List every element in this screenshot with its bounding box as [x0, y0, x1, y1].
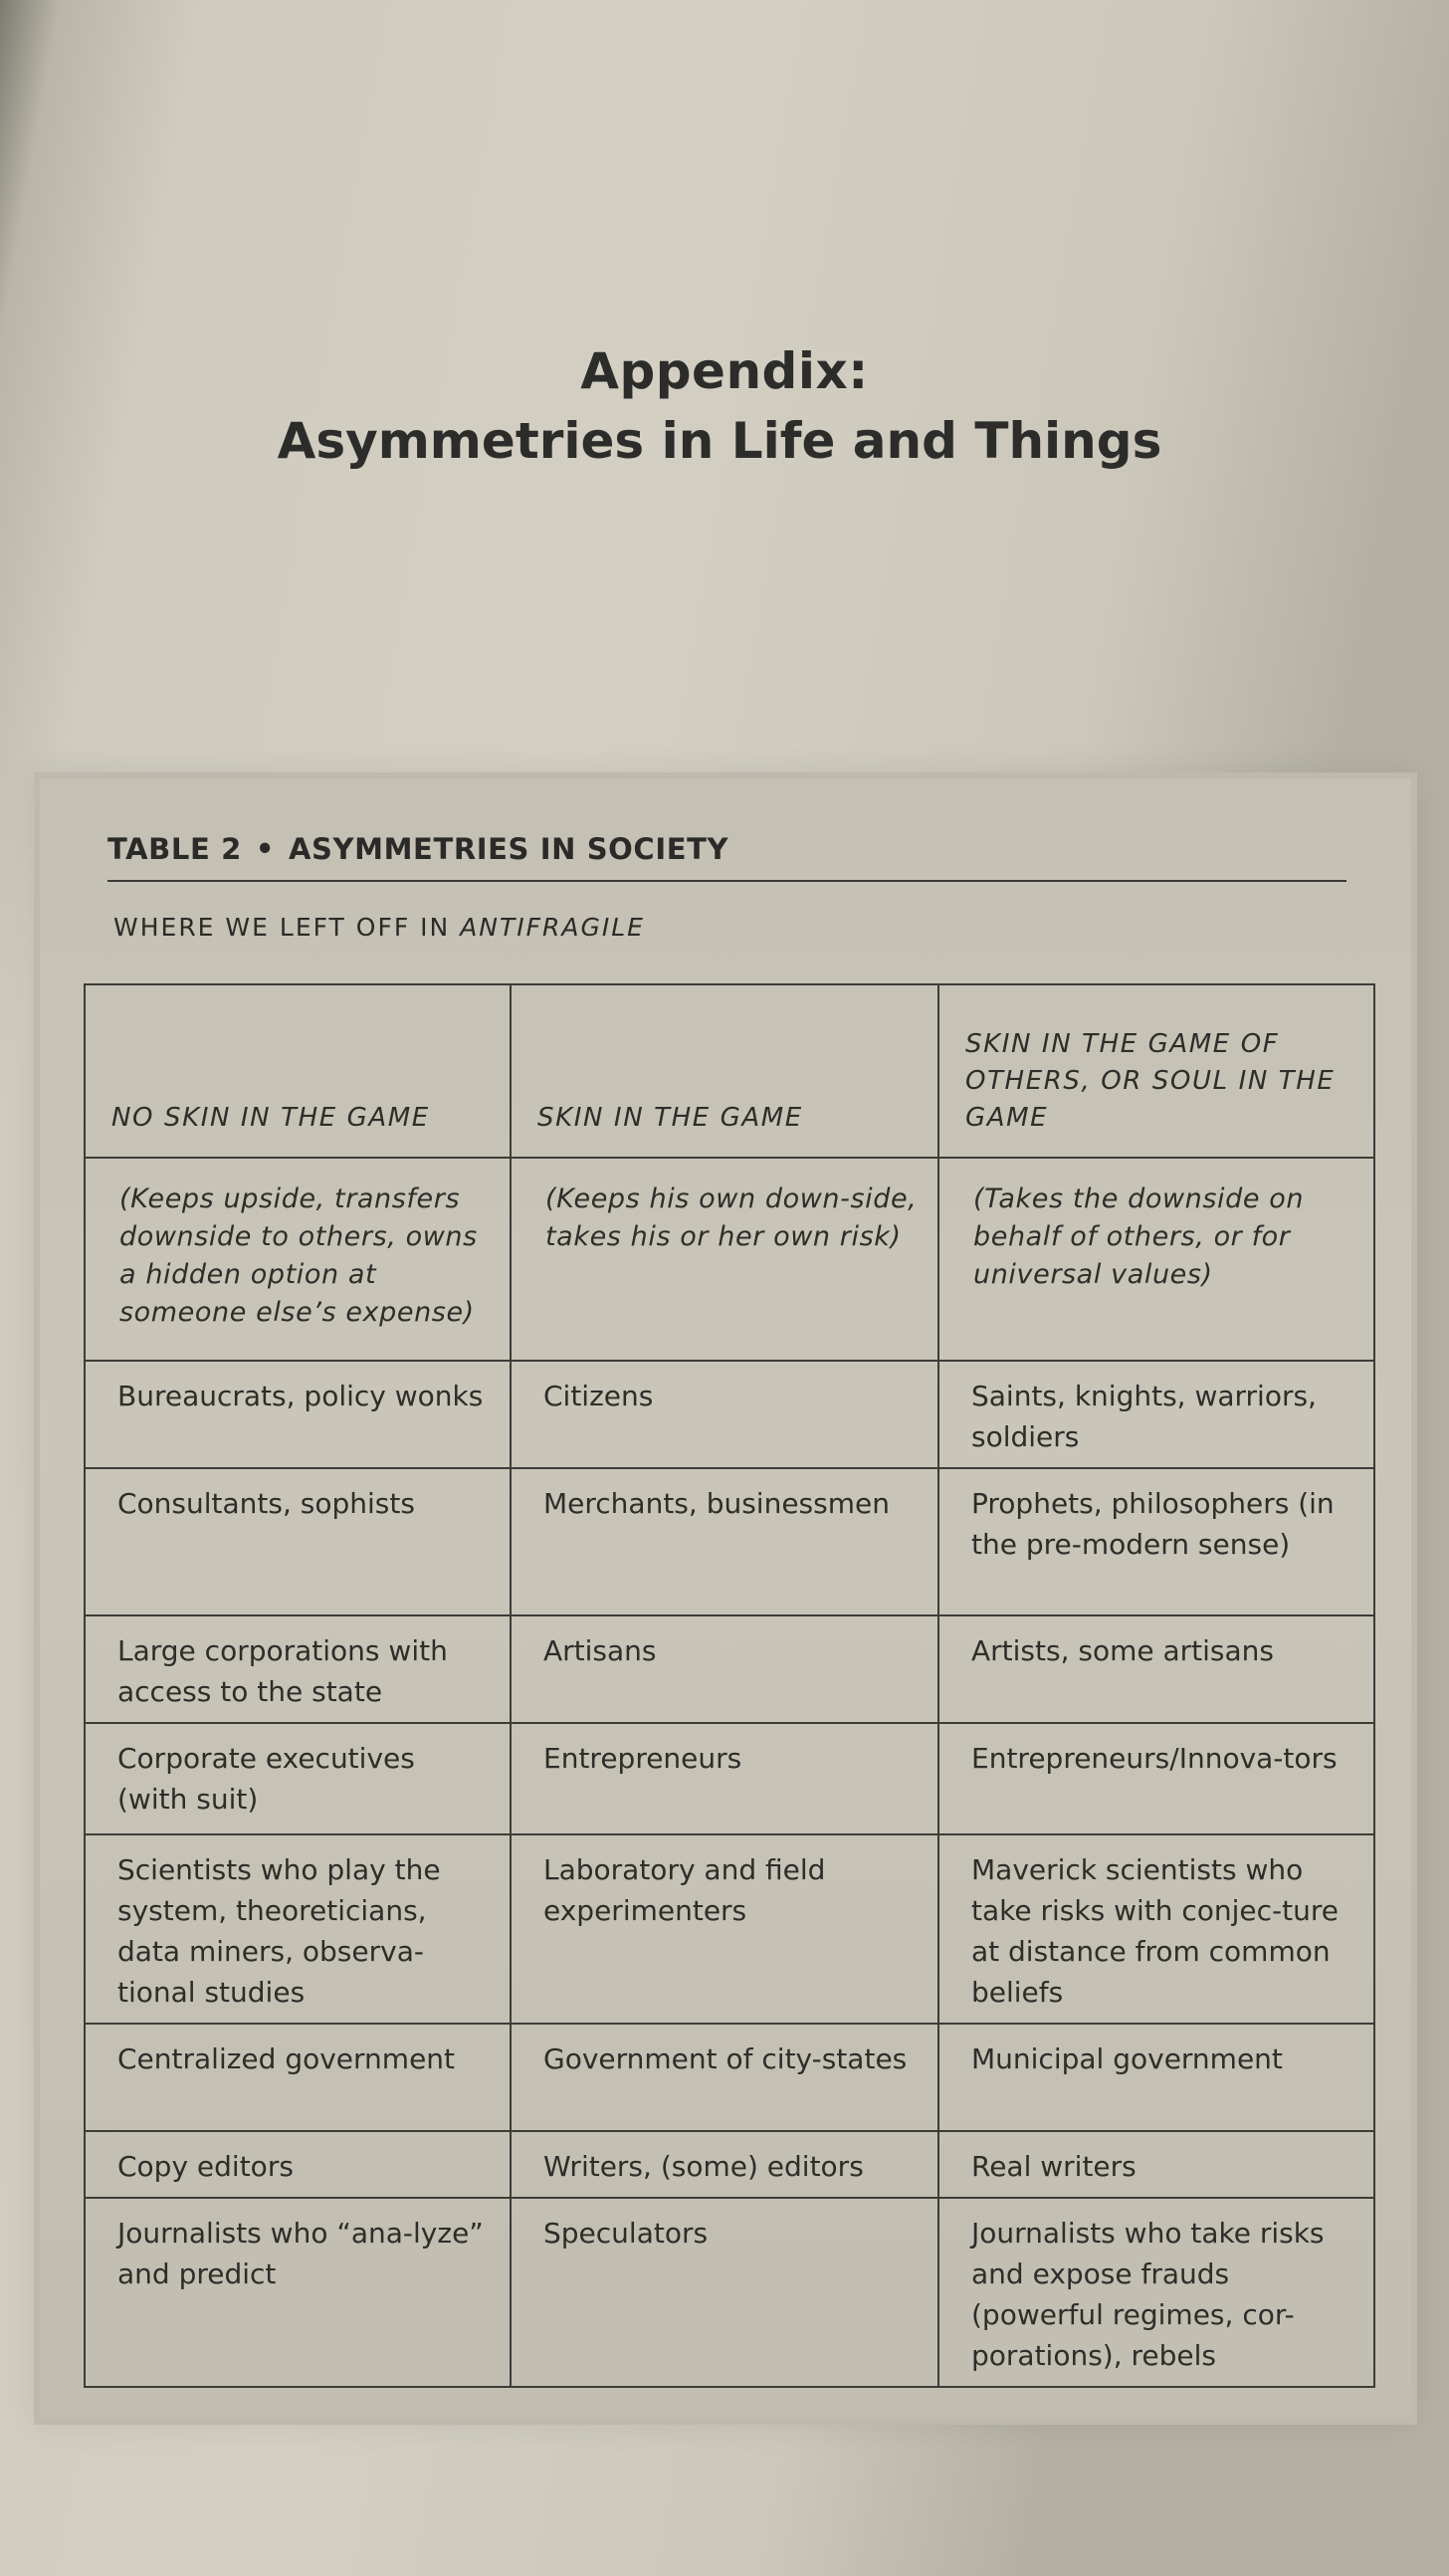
table-cell: Journalists who “ana-lyze” and predict	[85, 2198, 511, 2387]
table-subheading-prefix: WHERE WE LEFT OFF IN	[113, 913, 451, 942]
table-cell: Prophets, philosophers (in the pre-modern sense)	[938, 1468, 1374, 1615]
table-cell: Scientists who play the system, theoreticians, data miners, observa-tional studies	[85, 1834, 511, 2024]
table-row	[85, 1361, 1374, 1468]
table-row	[85, 1723, 1374, 1834]
table-cell: Citizens	[511, 1361, 938, 1468]
table-cell: Government of city-states	[511, 2024, 938, 2131]
table-title: ASYMMETRIES IN SOCIETY	[288, 832, 729, 866]
table-row	[85, 1615, 1374, 1723]
page-title-line-2: Asymmetries in Life and Things	[277, 412, 1162, 470]
table-row	[85, 1834, 1374, 2024]
table-cell: Artisans	[511, 1615, 938, 1723]
page-title-line-1: Appendix:	[580, 342, 869, 400]
description-soul: (Takes the downside on behalf of others, or for universal values)	[938, 1158, 1374, 1361]
table-cell: Journalists who take risks and expose frauds (powerful regimes, cor-porations), rebels	[938, 2198, 1374, 2387]
table-subheading-book: ANTIFRAGILE	[460, 913, 645, 942]
table-cell: Entrepreneurs	[511, 1723, 938, 1834]
column-header-soul: SKIN IN THE GAME OF OTHERS, OR SOUL IN THE GAME	[938, 984, 1374, 1158]
table-row	[85, 2198, 1374, 2387]
table-cell: Speculators	[511, 2198, 938, 2387]
table-row	[85, 2024, 1374, 2131]
table-cell: Entrepreneurs/Innova-tors	[938, 1723, 1374, 1834]
table-cell: Municipal government	[938, 2024, 1374, 2131]
column-header-skin: SKIN IN THE GAME	[511, 984, 938, 1158]
table-subheading	[113, 913, 645, 942]
table-cell: Laboratory and field experimenters	[511, 1834, 938, 2024]
description-skin: (Keeps his own down-side, takes his or her own risk)	[511, 1158, 938, 1361]
table-row	[85, 1468, 1374, 1615]
table-cell: Corporate executives (with suit)	[85, 1723, 511, 1834]
table-cell: Large corporations with access to the state	[85, 1615, 511, 1723]
table-cell: Consultants, sophists	[85, 1468, 511, 1615]
asymmetries-table	[84, 983, 1375, 2388]
table-label: TABLE 2	[107, 832, 242, 866]
table-cell: Centralized government	[85, 2024, 511, 2131]
table-cell: Artists, some artisans	[938, 1615, 1374, 1723]
table-header-row	[85, 984, 1374, 1158]
table-cell: Bureaucrats, policy wonks	[85, 1361, 511, 1468]
table-cell: Real writers	[938, 2131, 1374, 2198]
table-heading	[107, 832, 1346, 882]
table-cell: Saints, knights, warriors, soldiers	[938, 1361, 1374, 1468]
table-cell: Writers, (some) editors	[511, 2131, 938, 2198]
table-row	[85, 2131, 1374, 2198]
table-cell: Copy editors	[85, 2131, 511, 2198]
table-heading-bullet: •	[255, 832, 275, 866]
table-description-row	[85, 1158, 1374, 1361]
table-cell: Merchants, businessmen	[511, 1468, 938, 1615]
table-cell: Maverick scientists who take risks with conjec-ture at distance from common beliefs	[938, 1834, 1374, 2024]
page-title	[0, 336, 1449, 476]
column-header-no-skin: NO SKIN IN THE GAME	[85, 984, 511, 1158]
description-no-skin: (Keeps upside, transfers downside to others, owns a hidden option at someone else’s expense)	[85, 1158, 511, 1361]
